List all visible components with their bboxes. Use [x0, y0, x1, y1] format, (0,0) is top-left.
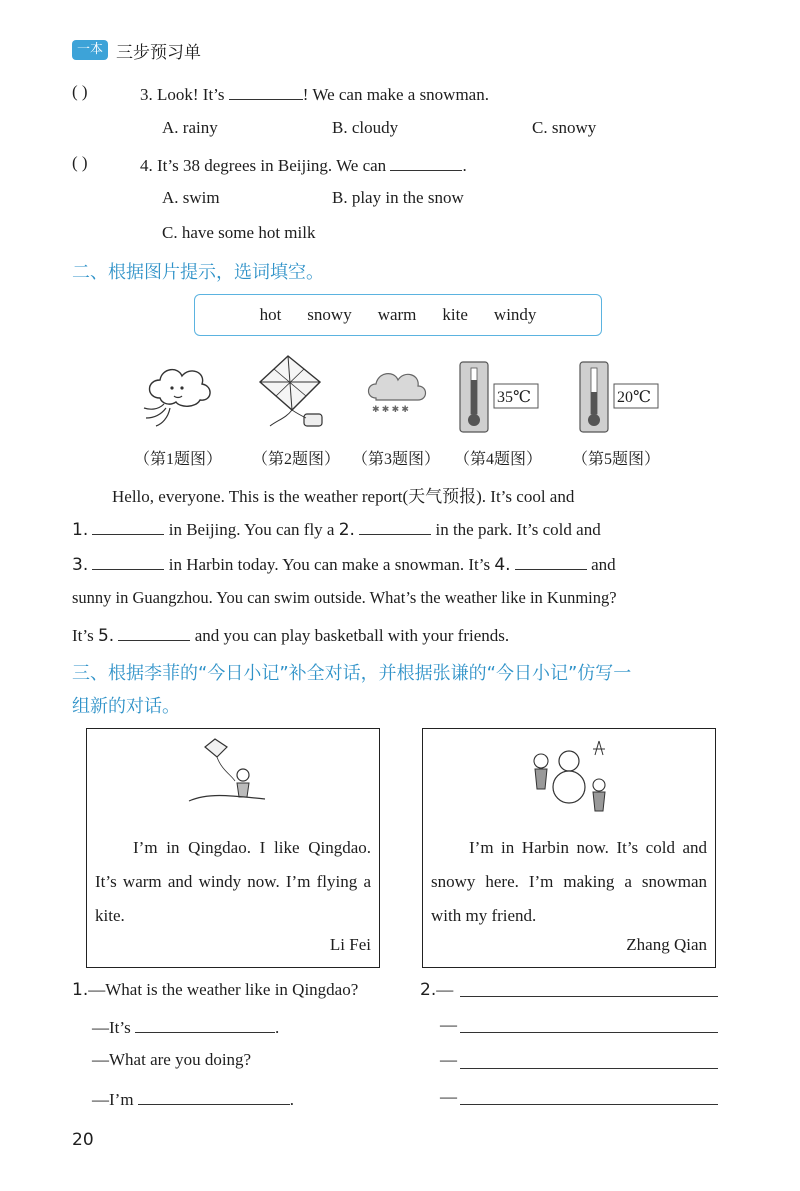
passage-line-3a: in Harbin today. You can make a snowman. It’s	[168, 555, 491, 574]
dialog1-question-1: —What is the weather like in Qingdao?	[88, 980, 359, 999]
section2-title: 二、根据图片提示，选词填空。	[72, 262, 324, 283]
q4-stem-after: .	[462, 156, 467, 175]
dialog1-answer-2-end: .	[289, 1090, 295, 1109]
caption-4: （第4题图）	[453, 451, 542, 468]
dialog1-answer-1-end: .	[274, 1018, 280, 1037]
dialog2-number-text: 2.	[420, 980, 437, 1000]
passage-line-2a: in Beijing. You can fly a	[168, 520, 335, 539]
blank-number-5: 5.	[97, 626, 115, 646]
q3-blank[interactable]	[229, 82, 303, 100]
card1-signature: Li Fei	[329, 935, 371, 954]
q4-stem	[140, 153, 467, 176]
dialog2-line-4[interactable]	[460, 1104, 718, 1105]
svg-text:✱ ✱ ✱ ✱: ✱ ✱ ✱ ✱	[372, 404, 409, 414]
caption-2: （第2题图）	[251, 451, 340, 468]
caption-3: （第3题图）	[351, 451, 440, 468]
passage-line-3	[72, 552, 718, 575]
q3-stem-before: 3. Look! It’s	[140, 85, 225, 104]
q4-option-b[interactable]: B. play in the snow	[332, 188, 464, 207]
dialog1-answer-2-blank[interactable]	[138, 1087, 290, 1105]
caption-5: （第5题图）	[571, 451, 660, 468]
passage-line-5b: and you can play basketball with your friends.	[194, 626, 510, 645]
section3-title-line-2: 组新的对话。	[72, 696, 180, 717]
blank-number-1: 1.	[72, 520, 89, 540]
dialog1-answer-2-prefix: —I’m	[92, 1090, 134, 1109]
q3-option-b[interactable]: B. cloudy	[332, 118, 399, 137]
q3-stem-after: ! We can make a snowman.	[302, 85, 489, 104]
dialog2-line-3[interactable]	[460, 1068, 718, 1069]
dialog1-question-2: —What are you doing?	[92, 1050, 252, 1069]
blank-4[interactable]	[515, 552, 587, 570]
dialog2-number	[420, 980, 453, 1000]
blank-3[interactable]	[92, 552, 164, 570]
dialog2-dash-3: —	[440, 1050, 457, 1069]
q3-stem	[140, 82, 489, 105]
q4-stem-before: 4. It’s 38 degrees in Beijing. We can	[140, 156, 387, 175]
word-bank	[194, 294, 602, 336]
temp-20-label: 20℃	[617, 389, 651, 406]
card1-text: I’m in Qingdao. I like Qingdao. It’s warm and windy now. I’m flying a kite.	[95, 838, 371, 925]
header-title: 三步预习单	[116, 43, 201, 63]
caption-1: （第1题图）	[133, 451, 222, 468]
dialog1-line-2	[92, 1015, 279, 1038]
page-number: 20	[72, 1130, 94, 1150]
passage-line-4: sunny in Guangzhou. You can swim outside. What’s the weather like in Kunming?	[72, 588, 617, 607]
passage-line-2b: in the park. It’s cold and	[435, 520, 601, 539]
word-windy: windy	[493, 305, 537, 324]
header-badge: 一本	[72, 40, 108, 60]
passage-line-2	[72, 517, 718, 540]
dialog1-line-1	[72, 980, 358, 1000]
passage-line-5a: It’s	[72, 626, 94, 645]
q4-option-c[interactable]: C. have some hot milk	[162, 223, 316, 242]
snow-cloud-icon	[362, 364, 434, 420]
q4-option-a[interactable]: A. swim	[162, 188, 220, 207]
q4-blank[interactable]	[390, 153, 462, 171]
diary-card-li-fei	[86, 728, 380, 968]
q3-option-c[interactable]: C. snowy	[532, 118, 597, 137]
blank-5[interactable]	[118, 623, 190, 641]
windy-cloud-icon	[140, 358, 220, 430]
word-hot: hot	[259, 305, 282, 324]
card2-signature: Zhang Qian	[626, 935, 707, 954]
kids-snowman-icon	[523, 735, 617, 821]
passage-line-3b: and	[591, 555, 616, 574]
word-warm: warm	[377, 305, 417, 324]
blank-number-2: 2.	[338, 520, 355, 540]
blank-1[interactable]	[92, 517, 164, 535]
passage-line-1: Hello, everyone. This is the weather report(天气预报). It’s cool and	[112, 487, 575, 506]
q3-option-a[interactable]: A. rainy	[162, 118, 218, 137]
dialog1-answer-1-prefix: —It’s	[92, 1018, 131, 1037]
q4-answer-paren: ( )	[72, 153, 88, 172]
dialog2-dash-1: —	[436, 980, 454, 999]
card2-text: I’m in Harbin now. It’s cold and snowy here. I’m making a snowman with my friend.	[431, 838, 707, 925]
q3-answer-paren: ( )	[72, 82, 88, 101]
blank-number-4: 4.	[494, 555, 511, 575]
dialog1-number: 1.	[72, 980, 89, 1000]
dialog1-answer-1-blank[interactable]	[135, 1015, 275, 1033]
dialog2-line-1[interactable]	[460, 996, 718, 997]
word-snowy: snowy	[307, 305, 352, 324]
diary-card-zhang-qian	[422, 728, 716, 968]
blank-2[interactable]	[359, 517, 431, 535]
dialog1-line-4	[92, 1087, 294, 1110]
kite-icon	[252, 352, 332, 434]
dialog2-line-2[interactable]	[460, 1032, 718, 1033]
word-kite: kite	[442, 305, 468, 324]
dialog2-dash-4: —	[440, 1087, 457, 1106]
temp-35-label: 35℃	[497, 389, 531, 406]
section3-title-line-1: 三、根据李菲的“今日小记”补全对话，并根据张谦的“今日小记”仿写一	[72, 663, 632, 684]
girl-flying-kite-icon	[187, 735, 267, 811]
blank-number-3: 3.	[72, 555, 89, 575]
dialog2-dash-2: —	[440, 1015, 457, 1034]
passage-line-5	[72, 623, 718, 646]
